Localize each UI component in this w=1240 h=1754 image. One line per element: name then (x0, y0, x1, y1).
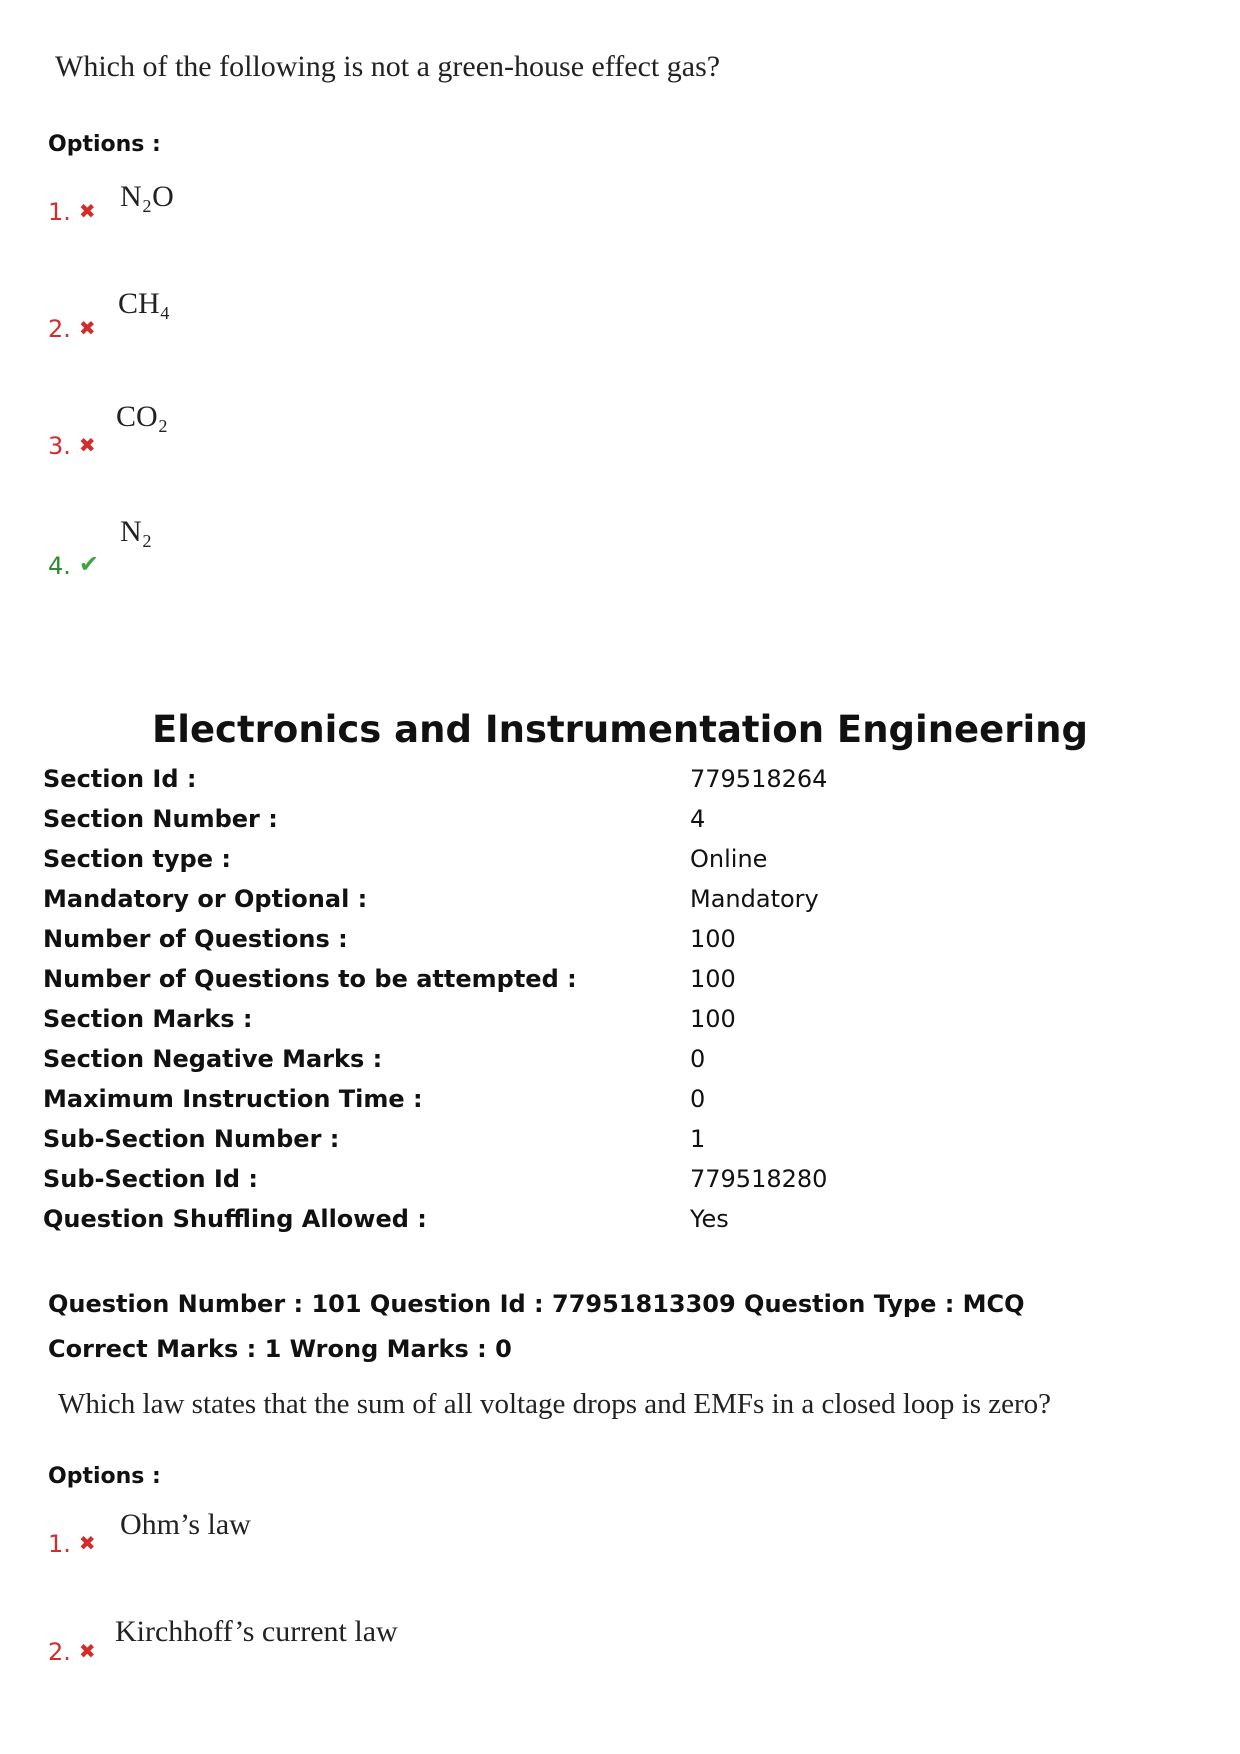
section-id-label: Section Id : (43, 765, 197, 793)
section-number-value: 4 (690, 805, 706, 833)
section-marks-label: Section Marks : (43, 1005, 253, 1033)
section-type-value: Online (690, 845, 768, 873)
mandatory-value: Mandatory (690, 885, 819, 913)
shuffling-label: Question Shuffling Allowed : (43, 1205, 427, 1233)
num-questions-label: Number of Questions : (43, 925, 348, 953)
num-questions-value: 100 (690, 925, 736, 953)
option-number: 4. (48, 552, 71, 580)
cross-mark-icon: ✖ (78, 199, 96, 223)
num-attempted-label: Number of Questions to be attempted : (43, 965, 577, 993)
section-id-value: 779518264 (690, 765, 828, 793)
question-meta: Question Number : 101 Question Id : 77951813309 Question Type : MCQ (48, 1290, 1025, 1318)
option-row (48, 198, 96, 226)
option-row (48, 1638, 96, 1666)
check-mark-icon: ✔ (78, 550, 100, 578)
cross-mark-icon: ✖ (78, 1531, 96, 1555)
option-number: 2. (48, 315, 71, 343)
question-text: Which law states that the sum of all voltage drops and EMFs in a closed loop is zero? (58, 1388, 1052, 1420)
option-text: N₂O (120, 180, 174, 213)
option-number: 1. (48, 198, 71, 226)
section-marks-value: 100 (690, 1005, 736, 1033)
question-marks: Correct Marks : 1 Wrong Marks : 0 (48, 1335, 512, 1363)
cross-mark-icon: ✖ (78, 316, 96, 340)
option-row (48, 550, 99, 580)
option-number: 3. (48, 432, 71, 460)
cross-mark-icon: ✖ (78, 1639, 96, 1663)
num-attempted-value: 100 (690, 965, 736, 993)
cross-mark-icon: ✖ (78, 433, 96, 457)
option-row (48, 315, 96, 343)
question-text: Which of the following is not a green-house effect gas? (55, 50, 721, 83)
section-title: Electronics and Instrumentation Engineering (151, 708, 1088, 751)
option-number: 2. (48, 1638, 71, 1666)
option-row (48, 1530, 96, 1558)
negative-marks-value: 0 (690, 1045, 706, 1073)
sub-section-number-value: 1 (690, 1125, 706, 1153)
mandatory-label: Mandatory or Optional : (43, 885, 368, 913)
shuffling-value: Yes (690, 1205, 729, 1233)
negative-marks-label: Section Negative Marks : (43, 1045, 383, 1073)
option-text: CH₄ (118, 287, 171, 320)
sub-section-id-value: 779518280 (690, 1165, 828, 1193)
options-label: Options : (48, 1464, 161, 1489)
section-type-label: Section type : (43, 845, 231, 873)
instruction-time-label: Maximum Instruction Time : (43, 1085, 423, 1113)
options-label: Options : (48, 132, 161, 157)
option-text: N₂ (120, 515, 153, 548)
option-text: Ohm’s law (120, 1508, 251, 1541)
section-number-label: Section Number : (43, 805, 278, 833)
option-row (48, 432, 96, 460)
instruction-time-value: 0 (690, 1085, 706, 1113)
sub-section-id-label: Sub-Section Id : (43, 1165, 258, 1193)
sub-section-number-label: Sub-Section Number : (43, 1125, 340, 1153)
option-number: 1. (48, 1530, 71, 1558)
option-text: Kirchhoff’s current law (115, 1615, 398, 1648)
option-text: CO₂ (116, 400, 169, 433)
